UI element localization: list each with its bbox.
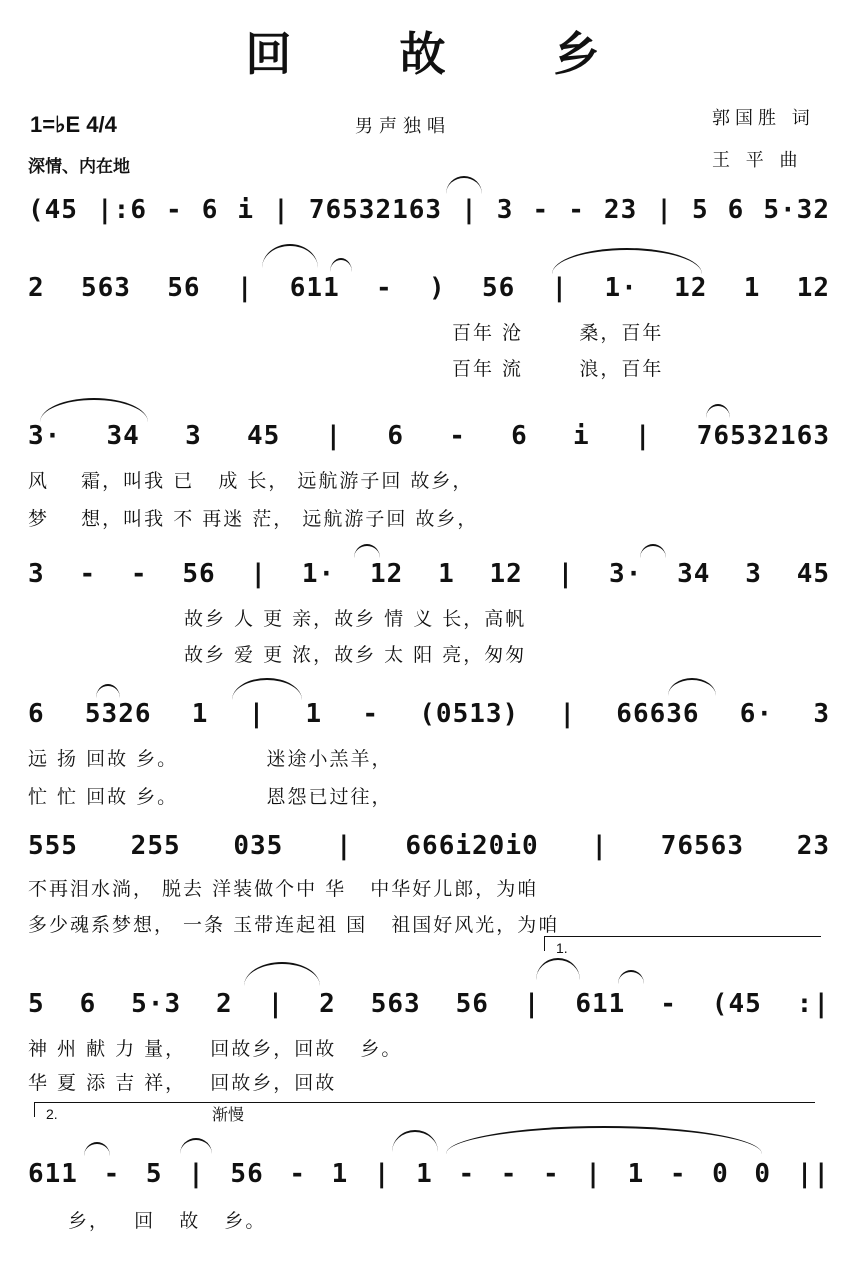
score-notes: 6 5326 1 | 1 - (0513) | 66636 6· 3 (28, 699, 830, 729)
volta-bracket-2 (34, 1102, 815, 1117)
score-notes: 2 563 56 | 611 - ) 56 | 1· 12 1 12 (28, 273, 830, 303)
slur (446, 1126, 762, 1154)
lyric-line-6-verse-1: 不再泪水淌， 脱去 洋装做个中 华 中华好儿郎，为咱 (28, 878, 539, 900)
slur (706, 404, 730, 418)
score-line-3 (28, 418, 830, 454)
slur (232, 678, 302, 700)
song-title: 回 故 乡 (245, 27, 646, 81)
key-signature: 1=♭E 4/4 (30, 112, 117, 137)
slur (668, 678, 716, 696)
lyric-line-8: 乡， 回 故 乡。 (68, 1210, 267, 1232)
lyric-line-7-verse-2: 华 夏 添 吉 祥， 回故乡，回故 (28, 1072, 337, 1094)
slur (330, 258, 352, 272)
score-notes: 5 6 5·3 2 | 2 563 56 | 611 - (45 :| (28, 989, 830, 1019)
slur (536, 958, 580, 980)
score-line-6 (28, 828, 830, 864)
score-notes: 611 - 5 | 56 - 1 | 1 - - - | 1 - 0 0 || (28, 1159, 830, 1189)
slur (618, 970, 644, 984)
slur (84, 1142, 110, 1156)
lyric-line-2-verse-1: 百年 沧 桑，百年 (452, 322, 664, 344)
volta-bracket-1 (544, 936, 821, 951)
slur (262, 244, 318, 268)
volta-label-2: 2. (46, 1106, 58, 1122)
lyric-line-4-verse-1: 故乡 人 更 亲，故乡 情 义 长，高帆 (184, 608, 527, 630)
lyricist-credit: 郭国胜 词 (712, 108, 815, 129)
slur (244, 962, 320, 986)
slur (180, 1138, 212, 1154)
score-line-2 (28, 270, 830, 306)
lyric-line-6-verse-2: 多少魂系梦想， 一条 玉带连起祖 国 祖国好风光，为咱 (28, 914, 560, 936)
lyric-line-4-verse-2: 故乡 爱 更 浓，故乡 太 阳 亮，匆匆 (184, 644, 527, 666)
slur (96, 684, 120, 698)
tempo-marking: 深情、内在地 (28, 157, 130, 177)
slur (446, 176, 482, 194)
score-notes: 3 - - 56 | 1· 12 1 12 | 3· 34 3 45 (28, 559, 830, 589)
lyric-line-3-verse-2: 梦 想，叫我 不 再迷 茫， 远航游子回 故乡， (28, 508, 479, 530)
score-line-1 (28, 192, 830, 228)
performance-note: 男声独唱 (355, 116, 451, 137)
lyric-line-3-verse-1: 风 霜，叫我 已 成 长， 远航游子回 故乡， (28, 470, 474, 492)
slur (552, 248, 702, 274)
score-line-7 (28, 986, 830, 1022)
volta-label-1: 1. (556, 940, 568, 956)
slur (392, 1130, 438, 1152)
lyric-line-7-verse-1: 神 州 献 力 量， 回故乡，回故 乡。 (28, 1038, 403, 1060)
composer-credit: 王 平 曲 (712, 150, 803, 171)
slur (640, 544, 666, 558)
score-notes: 3· 34 3 45 | 6 - 6 i | 76532163 (28, 421, 830, 451)
score-notes: 555 255 035 | 666i20i0 | 76563 23 (28, 831, 830, 861)
slur (40, 398, 148, 422)
score-notes: (45 |:6 - 6 i | 76532163 | 3 - - 23 | 5 6 5·32 (28, 195, 830, 225)
slur (354, 544, 380, 558)
lyric-line-5-verse-1: 远 扬 回故 乡。 迷途小羔羊， (28, 748, 393, 770)
score-line-8 (28, 1156, 830, 1192)
lyric-line-2-verse-2: 百年 流 浪，百年 (452, 358, 664, 380)
score-line-5 (28, 696, 830, 732)
tempo-change-marking: 渐慢 (212, 1105, 245, 1124)
score-line-4 (28, 556, 830, 592)
lyric-line-5-verse-2: 忙 忙 回故 乡。 恩怨已过往， (28, 786, 393, 808)
